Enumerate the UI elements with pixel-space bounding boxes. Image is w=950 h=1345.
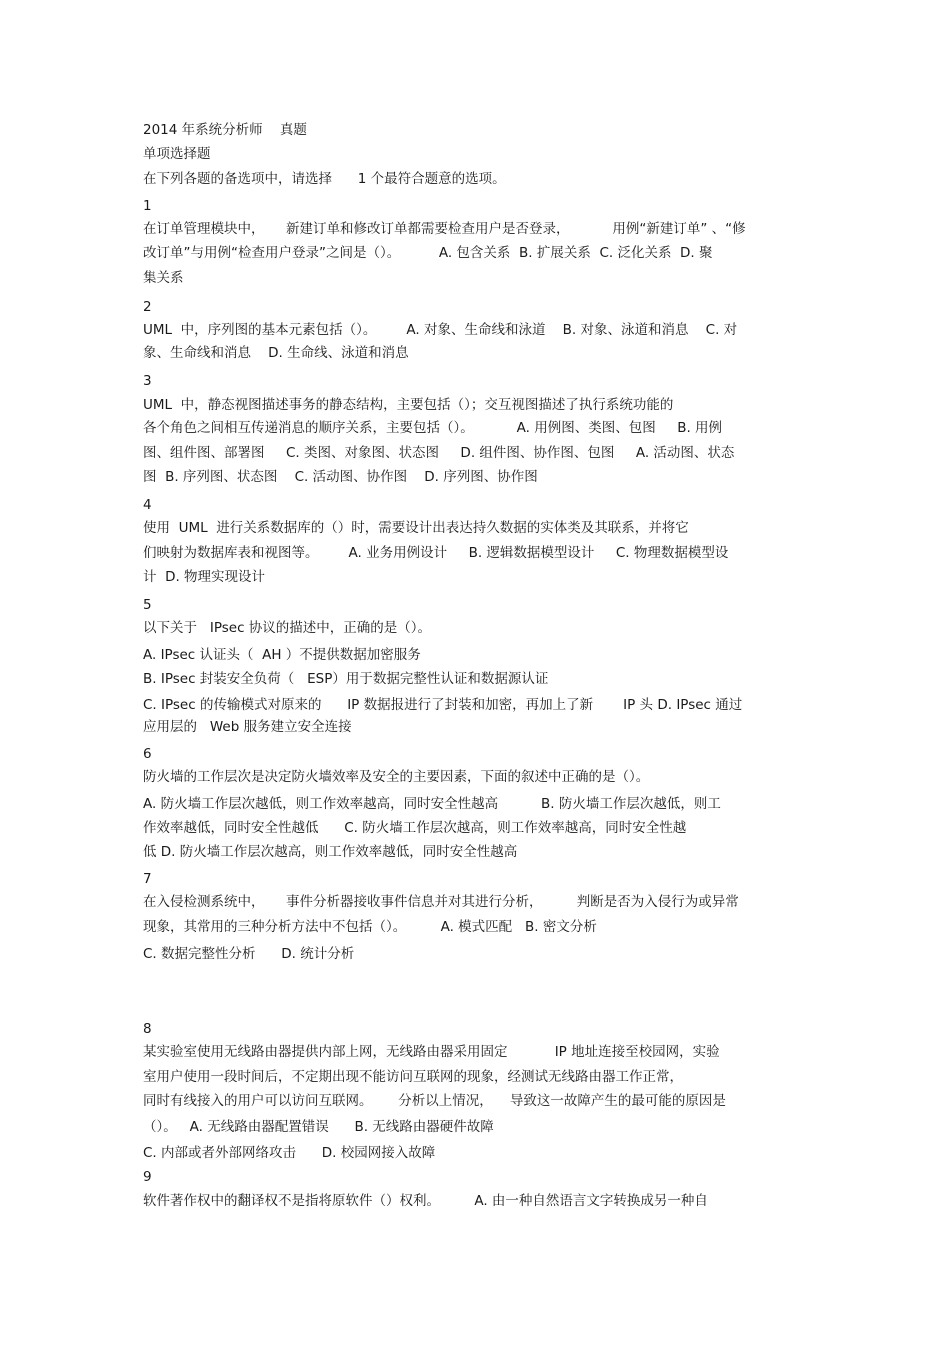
question-text-line: 使用 UML 进行关系数据库的（）时，需要设计出表达持久数据的实体类及其联系，并将它 [143,520,689,536]
question-option-line: 作效率越低，同时安全性越低 C. 防火墙工作层次越高，则工作效率越高，同时安全性越 [143,820,687,836]
question-text-line: 们映射为数据库表和视图等。 A. 业务用例设计 B. 逻辑数据模型设计 C. 物理数据模型设 [143,545,729,561]
question-number: 6 [143,746,152,762]
question-option-line: （）。 A. 无线路由器配置错误 B. 无线路由器硬件故障 [143,1119,494,1135]
question-text-line: 软件著作权中的翻译权不是指将原软件（）权利。 A. 由一种自然语言文字转换成另一种自 [143,1193,708,1209]
question-option-line: C. 数据完整性分析 D. 统计分析 [143,946,355,962]
question-option-line: 低 D. 防火墙工作层次越高，则工作效率越低，同时安全性越高 [143,844,518,860]
question-text-line: 某实验室使用无线路由器提供内部上网，无线路由器采用固定 IP 地址连接至校园网，实验 [143,1044,720,1060]
doc-title: 2014 年系统分析师 真题 [143,122,307,138]
question-number: 7 [143,871,152,887]
question-text-line: 防火墙的工作层次是决定防火墙效率及安全的主要因素，下面的叙述中正确的是（）。 [143,769,650,785]
question-option-line: C. 内部或者外部网络攻击 D. 校园网接入故障 [143,1145,436,1161]
question-option-line: A. IPsec 认证头（ AH ）不提供数据加密服务 [143,647,421,663]
question-number: 4 [143,497,152,513]
instructions: 在下列各题的备选项中，请选择 1 个最符合题意的选项。 [143,171,506,187]
question-number: 9 [143,1169,152,1185]
question-option-line: 应用层的 Web 服务建立安全连接 [143,719,352,735]
question-option-line: C. IPsec 的传输模式对原来的 IP 数据报进行了封装和加密，再加上了新 IP 头 D. IPsec 通过 [143,697,743,713]
question-number: 1 [143,198,152,214]
question-text-line: 图、组件图、部署图 C. 类图、对象图、状态图 D. 组件图、协作图、包图 A. 活动图、状态 [143,445,735,461]
question-text-line: 各个角色之间相互传递消息的顺序关系，主要包括（）。 A. 用例图、类图、包图 B. 用例 [143,420,723,436]
question-number: 2 [143,299,152,315]
question-number: 8 [143,1021,152,1037]
question-text-line: 现象，其常用的三种分析方法中不包括（）。 A. 模式匹配 B. 密文分析 [143,919,597,935]
question-text-line: 以下关于 IPsec 协议的描述中，正确的是（）。 [143,620,432,636]
question-text-line: 同时有线接入的用户可以访问互联网。 分析以上情况， 导致这一故障产生的最可能的原因是 [143,1093,726,1109]
question-text-line: 在订单管理模块中， 新建订单和修改订单都需要检查用户是否登录， 用例“新建订单” 、“修 [143,221,746,237]
question-text-line: 象、生命线和消息 D. 生命线、泳道和消息 [143,345,409,361]
section-heading: 单项选择题 [143,146,211,162]
question-text-line: 计 D. 物理实现设计 [143,569,266,585]
question-option-line: A. 防火墙工作层次越低，则工作效率越高，同时安全性越高 B. 防火墙工作层次越低，则工 [143,796,721,812]
question-text-line: 在入侵检测系统中， 事件分析器接收事件信息并对其进行分析， 判断是否为入侵行为或异常 [143,894,739,910]
question-number: 5 [143,597,152,613]
question-option-line: B. IPsec 封装安全负荷（ ESP）用于数据完整性认证和数据源认证 [143,671,549,687]
question-text-line: UML 中，序列图的基本元素包括（）。 A. 对象、生命线和泳道 B. 对象、泳道和消息 C. 对 [143,322,738,338]
question-text-line: 室用户使用一段时间后，不定期出现不能访问互联网的现象，经测试无线路由器工作正常， [143,1069,683,1085]
question-number: 3 [143,373,152,389]
question-text-line: 图 B. 序列图、状态图 C. 活动图、协作图 D. 序列图、协作图 [143,469,538,485]
question-text-line: 改订单”与用例“检查用户登录”之间是（）。 A. 包含关系 B. 扩展关系 C. 泛化关系 D. 聚 [143,245,713,261]
question-text-line: 集关系 [143,270,184,286]
question-text-line: UML 中，静态视图描述事务的静态结构，主要包括（）；交互视图描述了执行系统功能的 [143,397,674,413]
